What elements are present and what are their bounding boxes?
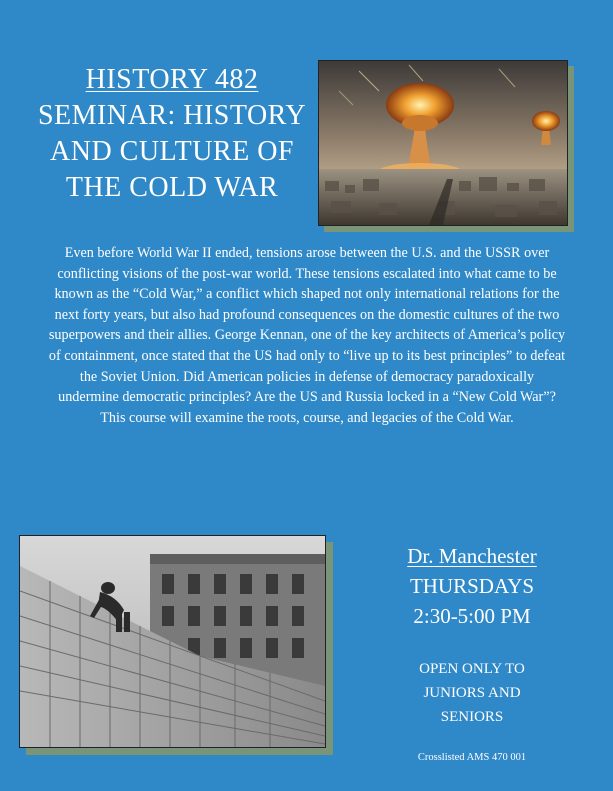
berlin-wall-photo: [19, 535, 326, 748]
mushroom-cloud-image: [319, 61, 567, 225]
meeting-time: 2:30-5:00 PM: [413, 604, 531, 628]
instructor-name: Dr. Manchester: [407, 544, 537, 568]
course-title: [24, 62, 320, 206]
berlin-wall-photo-frame: [19, 535, 333, 755]
meeting-day: THURSDAYS: [409, 574, 535, 598]
enrollment-line-3: SENIORS: [440, 709, 504, 725]
title-line-4: THE COLD WAR: [65, 172, 279, 203]
crosslisted-note: Crosslisted AMS 470 001: [417, 752, 527, 763]
enrollment-restriction: [372, 657, 572, 729]
course-number: HISTORY 482: [85, 64, 259, 95]
title-line-3: AND CULTURE OF: [50, 136, 294, 167]
title-line-2: SEMINAR: HISTORY: [37, 100, 307, 131]
mushroom-cloud-photo: [318, 60, 568, 226]
berlin-wall-image: [20, 536, 325, 747]
course-info: [372, 541, 572, 729]
mushroom-cloud-photo-frame: [318, 60, 574, 232]
enrollment-line-2: JUNIORS AND: [423, 685, 521, 701]
course-description: Even before World War II ended, tensions arose between the U.S. and the USSR over conflicting visions of the post-war world. These tensions escalated into what came to be known as the “Cold War,” a conflict which shaped not only international relations for the next forty years, but also had profound consequences on the domestic cultures of the two superpowers and their allies. George Kennan, one of the key architects of America’s policy of containment, once stated that the US had only to “live up to its best principles” to defeat the Soviet Union. Did American policies in defense of democracy paradoxically undermine democratic principles? Are the US and Russia locked in a “New Cold War”? This course will examine the roots, course, and legacies of the Cold War.: [48, 245, 566, 426]
enrollment-line-1: OPEN ONLY TO: [419, 661, 525, 677]
